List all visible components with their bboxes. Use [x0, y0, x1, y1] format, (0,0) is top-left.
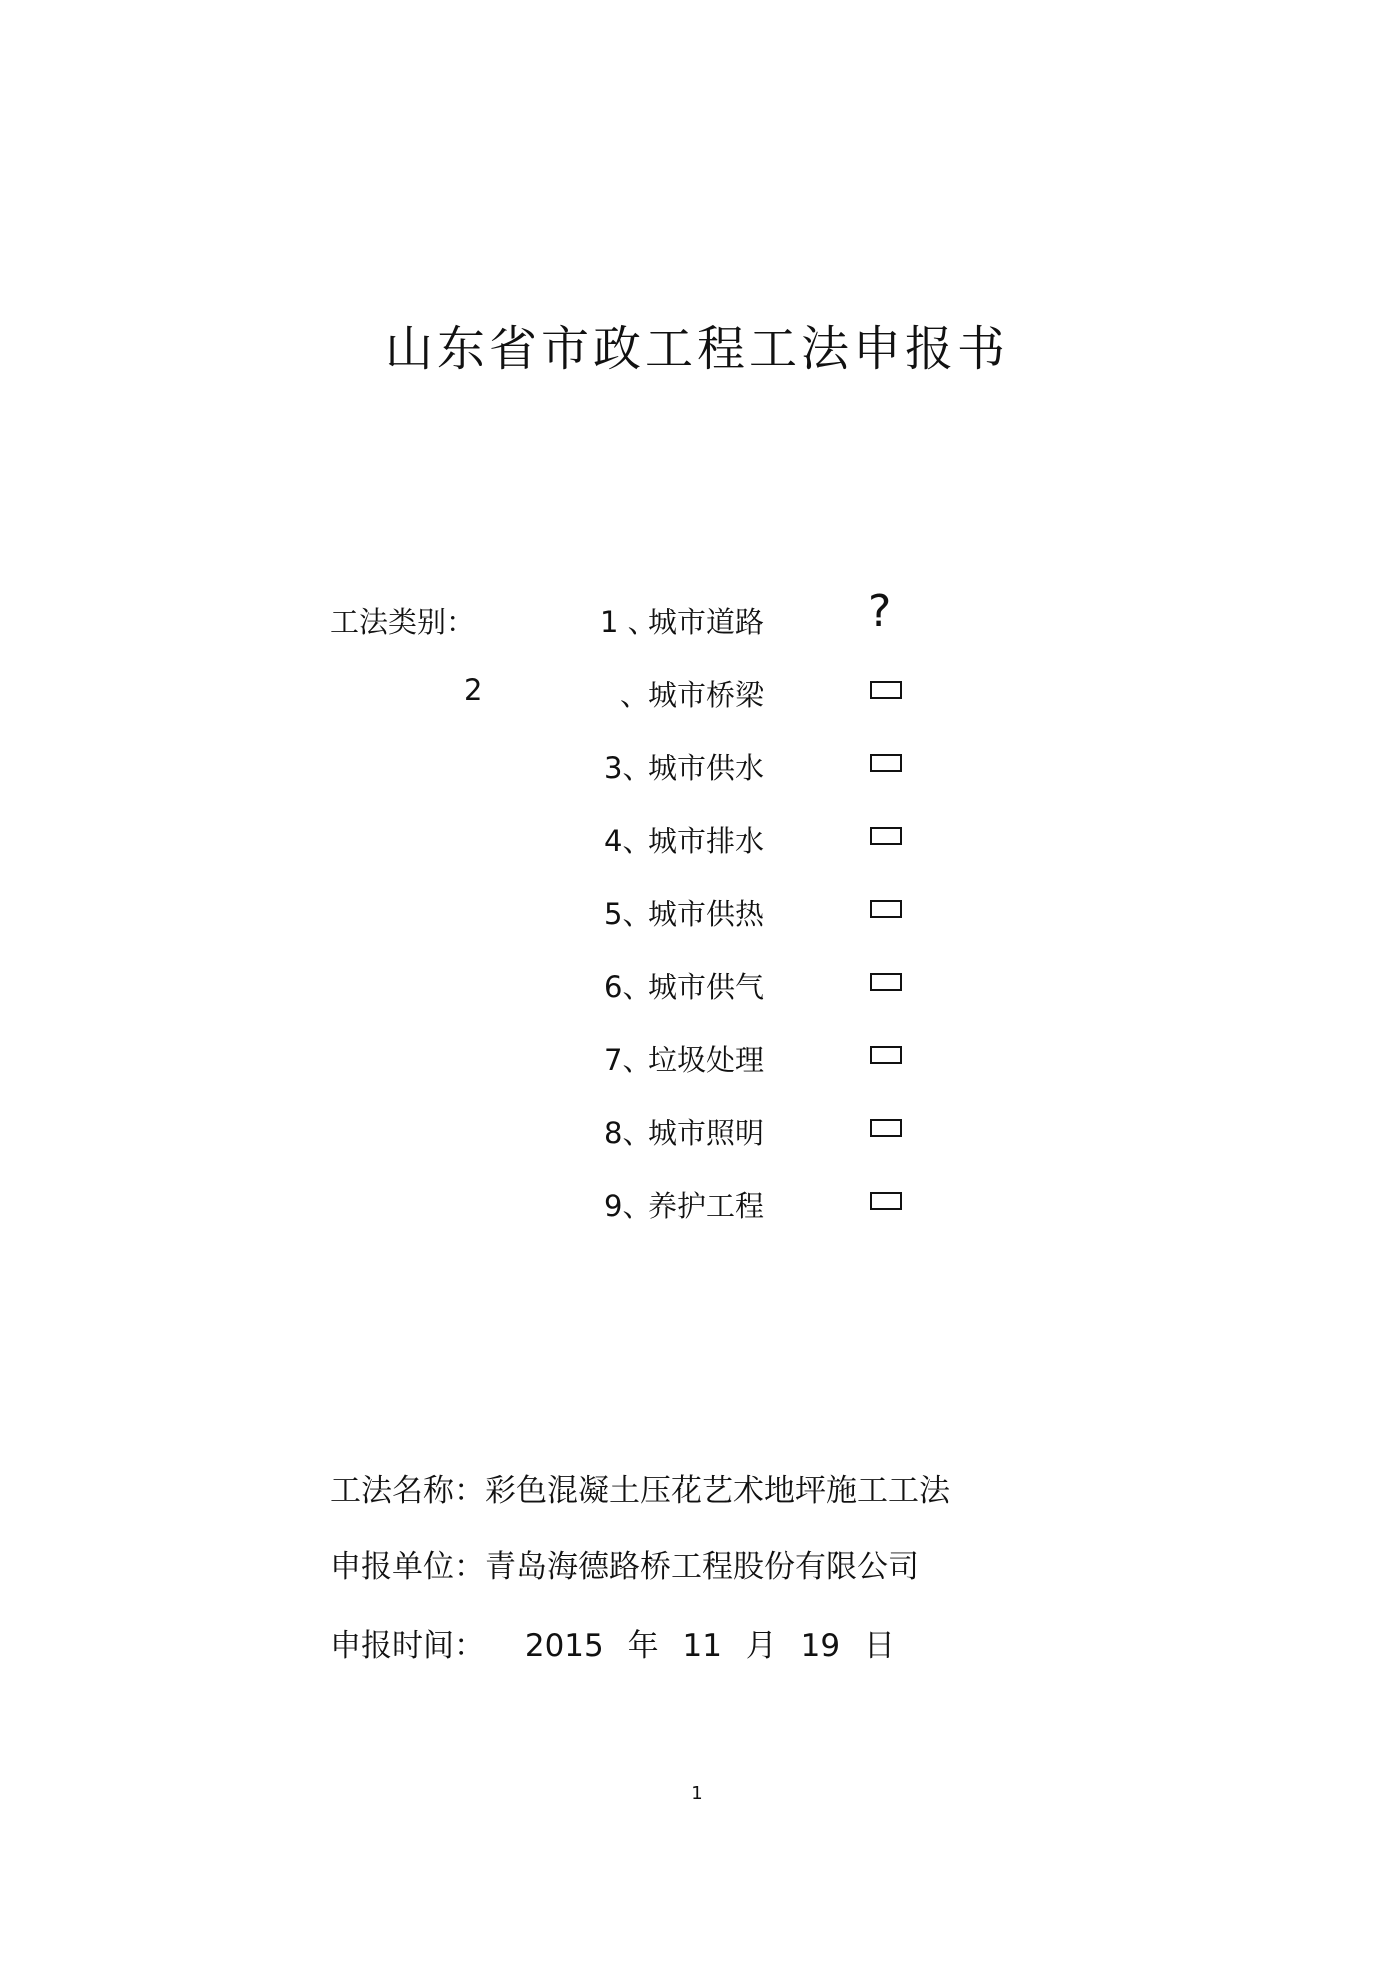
category-separator: 、: [620, 678, 650, 712]
question-mark-icon: ?: [868, 586, 892, 637]
category-label-water-supply: 城市供水: [648, 751, 765, 785]
checkbox-icon[interactable]: [870, 1192, 902, 1210]
category-label-lighting: 城市照明: [648, 1116, 765, 1150]
category-label-drainage: 城市排水: [648, 824, 765, 858]
method-name-value: 彩色混凝土压花艺术地坪施工工法: [485, 1473, 950, 1509]
category-label: 工法类别：: [330, 605, 476, 639]
category-label-waste: 垃圾处理: [648, 1043, 765, 1077]
category-label-bridge: 城市桥梁: [648, 678, 765, 712]
category-number: 9、: [604, 1189, 652, 1223]
category-row-heating: [0, 892, 1394, 936]
checkbox-icon[interactable]: [870, 900, 902, 918]
checkbox-icon[interactable]: [870, 1119, 902, 1137]
date-year-unit: 年: [627, 1628, 659, 1664]
date-year: 2015: [524, 1628, 604, 1664]
method-name-line: [330, 1465, 950, 1510]
category-number: 5、: [604, 897, 652, 931]
category-number: 2: [464, 673, 483, 707]
page-title: 山东省市政工程工法申报书: [384, 321, 1009, 377]
category-row-drainage: [0, 819, 1394, 863]
category-label-road: 城市道路: [648, 605, 765, 639]
checkbox-icon[interactable]: [870, 681, 902, 699]
applicant-line: [330, 1541, 919, 1586]
applicant-label: 申报单位：: [330, 1549, 485, 1585]
category-label-maintenance: 养护工程: [648, 1189, 765, 1223]
page-number: 1: [691, 1783, 703, 1804]
category-row-waste: [0, 1038, 1394, 1082]
checkbox-icon[interactable]: [870, 827, 902, 845]
category-row-lighting: [0, 1111, 1394, 1155]
method-name-label: 工法名称：: [330, 1473, 485, 1509]
category-number: 6、: [604, 970, 652, 1004]
category-row-maintenance: [0, 1184, 1394, 1228]
date-day: 19: [800, 1628, 841, 1664]
checkbox-icon[interactable]: [870, 1046, 902, 1064]
category-number: 8、: [604, 1116, 652, 1150]
checkbox-icon[interactable]: [870, 754, 902, 772]
date-label: 申报时间：: [330, 1628, 485, 1664]
category-number: 4、: [604, 824, 652, 858]
category-row-road: [0, 586, 1394, 644]
date-day-unit: 日: [863, 1628, 895, 1664]
date-month-unit: 月: [745, 1628, 777, 1664]
category-row-water-supply: [0, 746, 1394, 790]
checkbox-icon[interactable]: [870, 973, 902, 991]
category-number: 7、: [604, 1043, 652, 1077]
category-label-gas: 城市供气: [648, 970, 765, 1004]
category-label-heating: 城市供热: [648, 897, 765, 931]
category-number: 3、: [604, 751, 652, 785]
date-month: 11: [682, 1628, 722, 1664]
applicant-value: 青岛海德路桥工程股份有限公司: [485, 1549, 919, 1585]
category-row-bridge: [0, 673, 1394, 717]
category-number: 1 、: [600, 605, 657, 639]
category-row-gas: [0, 965, 1394, 1009]
date-line: [330, 1620, 895, 1665]
